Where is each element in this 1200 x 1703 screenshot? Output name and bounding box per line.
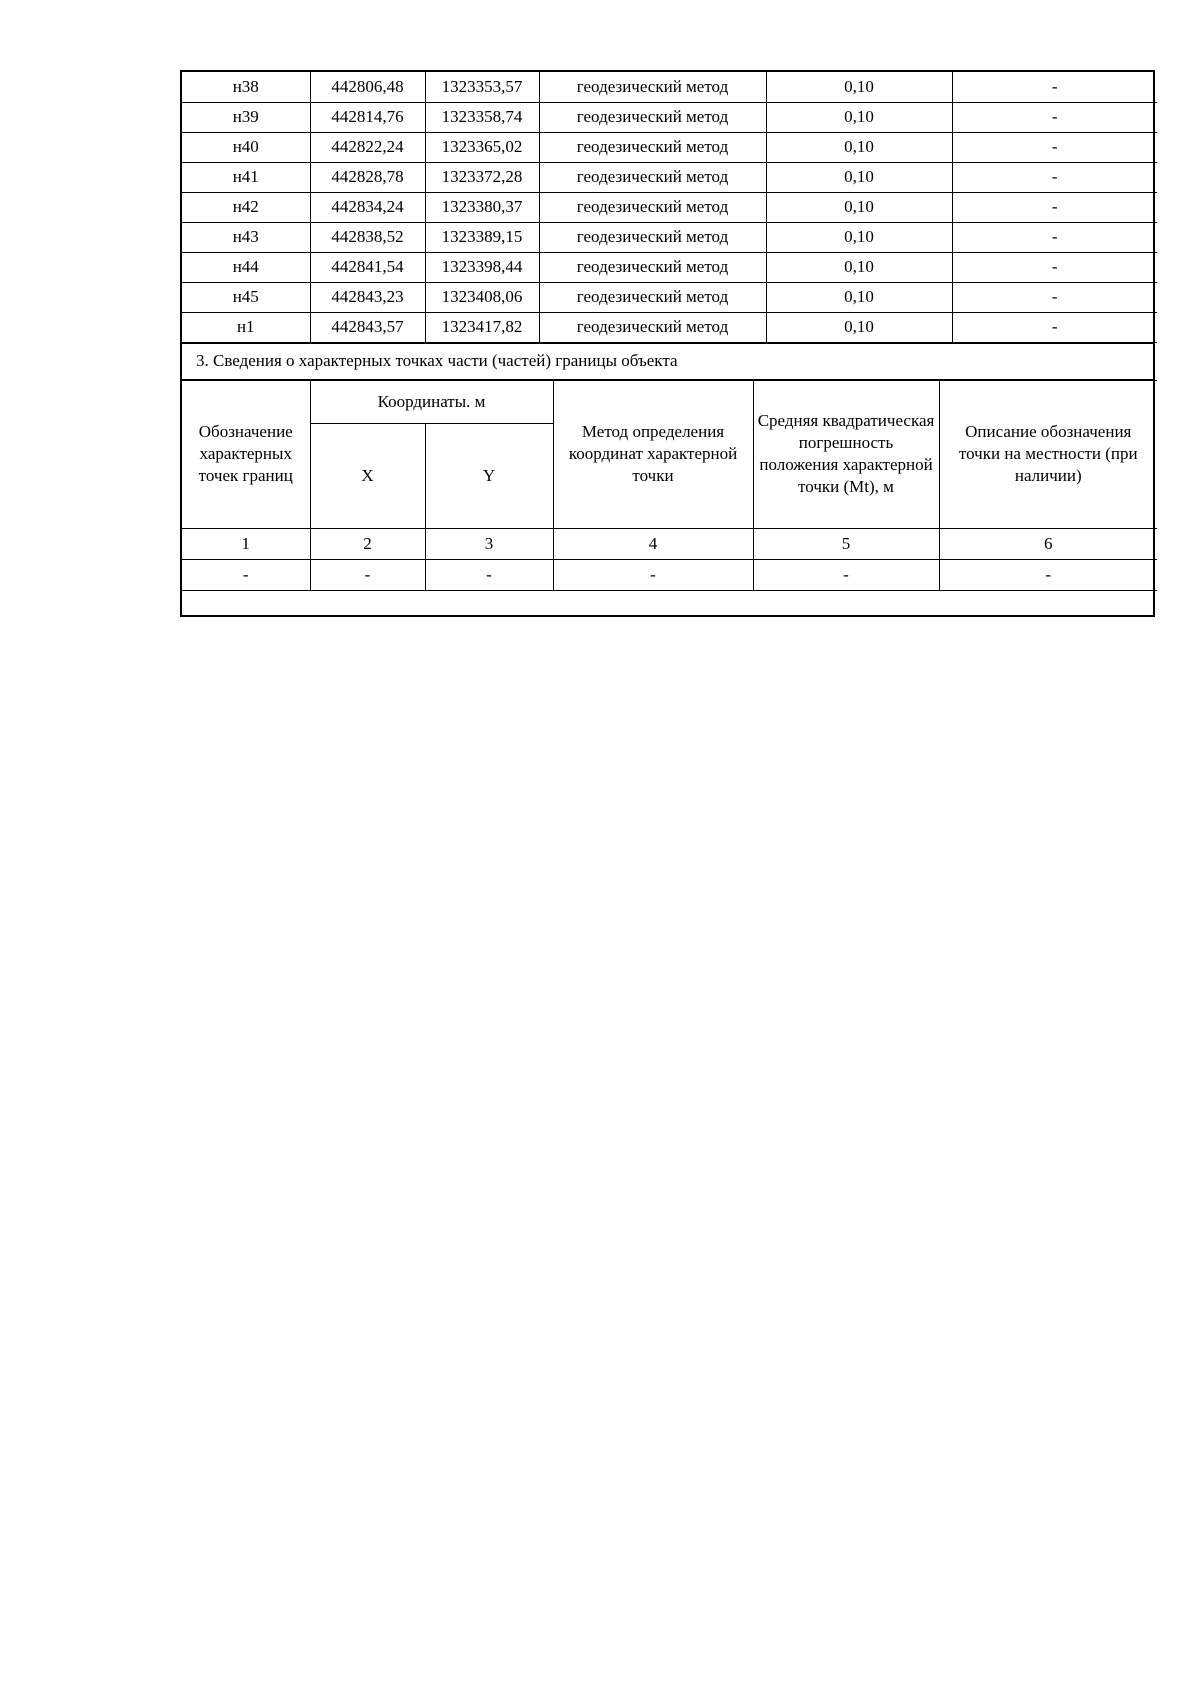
cell-x: - [310, 559, 425, 590]
cell-x: 442843,57 [310, 312, 425, 342]
cell-point: н38 [182, 72, 310, 102]
cell-x: 442828,78 [310, 162, 425, 192]
cell-description: - [952, 282, 1157, 312]
points-table [182, 72, 1157, 343]
cell-method: геодезический метод [539, 282, 766, 312]
header-description: Описание обозначения точки на местности (при наличии) [939, 380, 1157, 528]
header-coordinates: Координаты. м [310, 380, 553, 423]
cell-point: н41 [182, 162, 310, 192]
cell-point: н39 [182, 102, 310, 132]
empty-cell [182, 590, 1157, 615]
cell-description: - [952, 252, 1157, 282]
column-number: 4 [553, 528, 753, 559]
cell-error: 0,10 [766, 132, 952, 162]
cell-error: 0,10 [766, 162, 952, 192]
document-table [180, 70, 1155, 617]
cell-point: н44 [182, 252, 310, 282]
header-error: Средняя квадратическая погрешность положения характерной точки (Mt), м [753, 380, 939, 528]
cell-method: - [553, 559, 753, 590]
table-row [182, 222, 1157, 252]
cell-description: - [952, 72, 1157, 102]
cell-point: н42 [182, 192, 310, 222]
cell-error: 0,10 [766, 252, 952, 282]
cell-description: - [952, 102, 1157, 132]
cell-method: геодезический метод [539, 102, 766, 132]
cell-point: - [182, 559, 310, 590]
column-numbers-row [182, 528, 1157, 559]
cell-error: - [753, 559, 939, 590]
cell-error: 0,10 [766, 312, 952, 342]
cell-y: 1323408,06 [425, 282, 539, 312]
header-method: Метод определения координат характерной точки [553, 380, 753, 528]
cell-description: - [952, 192, 1157, 222]
cell-error: 0,10 [766, 222, 952, 252]
table-row [182, 282, 1157, 312]
cell-description: - [952, 162, 1157, 192]
cell-error: 0,10 [766, 282, 952, 312]
table-row [182, 132, 1157, 162]
header-designation: Обозначение характерных точек границ [182, 380, 310, 528]
cell-point: н1 [182, 312, 310, 342]
header-x: X [310, 423, 425, 528]
cell-x: 442843,23 [310, 282, 425, 312]
cell-y: 1323365,02 [425, 132, 539, 162]
cell-x: 442838,52 [310, 222, 425, 252]
table-row [182, 192, 1157, 222]
cell-error: 0,10 [766, 72, 952, 102]
column-number: 5 [753, 528, 939, 559]
cell-x: 442806,48 [310, 72, 425, 102]
cell-method: геодезический метод [539, 222, 766, 252]
cell-y: 1323353,57 [425, 72, 539, 102]
cell-description: - [952, 312, 1157, 342]
column-number: 1 [182, 528, 310, 559]
table-row [182, 252, 1157, 282]
section3-table [182, 380, 1157, 615]
cell-point: н40 [182, 132, 310, 162]
column-number: 2 [310, 528, 425, 559]
cell-method: геодезический метод [539, 162, 766, 192]
cell-y: 1323389,15 [425, 222, 539, 252]
points-table-body [182, 72, 1157, 342]
cell-description: - [952, 132, 1157, 162]
table-row [182, 72, 1157, 102]
column-number: 6 [939, 528, 1157, 559]
cell-error: 0,10 [766, 102, 952, 132]
section3-title-table [182, 343, 1153, 380]
cell-method: геодезический метод [539, 252, 766, 282]
empty-row [182, 590, 1157, 615]
cell-y: 1323380,37 [425, 192, 539, 222]
cell-x: 442834,24 [310, 192, 425, 222]
cell-point: н43 [182, 222, 310, 252]
table-row [182, 102, 1157, 132]
cell-y: 1323417,82 [425, 312, 539, 342]
table-row [182, 559, 1157, 590]
section3-title: 3. Сведения о характерных точках части (частей) границы объекта [182, 343, 1153, 379]
cell-y: 1323372,28 [425, 162, 539, 192]
cell-method: геодезический метод [539, 132, 766, 162]
header-y: Y [425, 423, 553, 528]
cell-x: 442841,54 [310, 252, 425, 282]
cell-method: геодезический метод [539, 192, 766, 222]
cell-description: - [952, 222, 1157, 252]
column-number: 3 [425, 528, 553, 559]
table-row [182, 312, 1157, 342]
cell-method: геодезический метод [539, 72, 766, 102]
cell-error: 0,10 [766, 192, 952, 222]
cell-description: - [939, 559, 1157, 590]
table-row [182, 162, 1157, 192]
cell-x: 442822,24 [310, 132, 425, 162]
cell-y: - [425, 559, 553, 590]
cell-method: геодезический метод [539, 312, 766, 342]
cell-point: н45 [182, 282, 310, 312]
cell-y: 1323358,74 [425, 102, 539, 132]
cell-y: 1323398,44 [425, 252, 539, 282]
cell-x: 442814,76 [310, 102, 425, 132]
